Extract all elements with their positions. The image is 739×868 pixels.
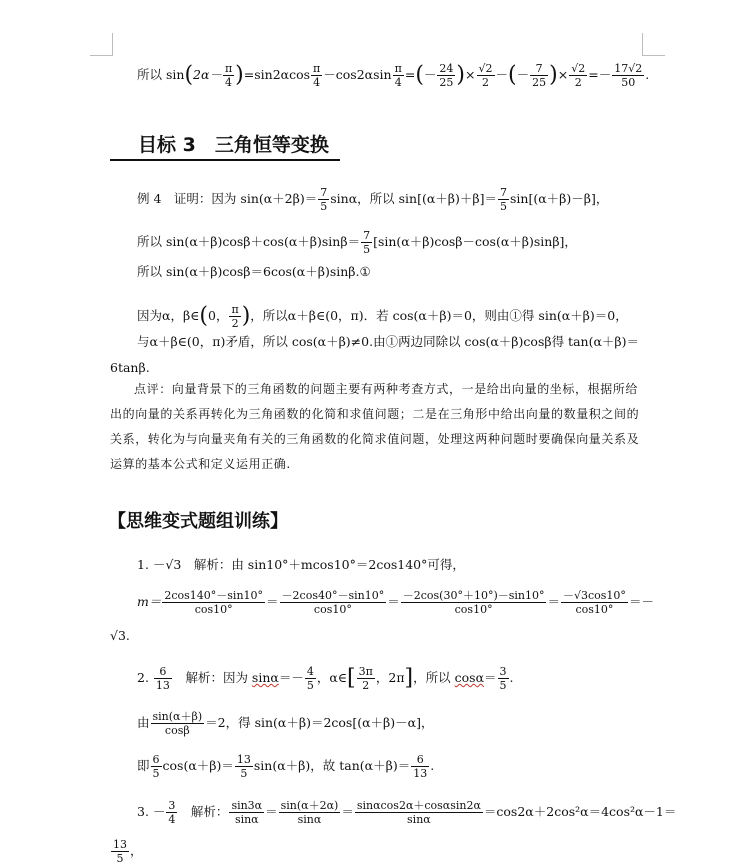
fraction: $\frac{7}{25}$ [532,62,547,89]
text: 所以 sin [137,67,185,82]
fraction: $\frac{√2}{2}$ [478,62,493,89]
fraction: $\frac{17√2}{50}$ [614,62,643,89]
text: =sin2αcos [243,67,311,82]
example4-line-3: 所以 sin(α＋β)cosβ＝6cos(α＋β)sinβ.① [137,264,371,279]
example4-line-4: 因为α，β∈(0， $\frac{\pi}{2}$ )，所以α＋β∈(0，π)．若 cos(α＋β)＝0，则由①得 sin(α＋β)＝0， [137,303,628,330]
q2-line-1: 2. $\frac{6}{13}$ 解析：因为 sinα＝－ $\frac{4}{5}$ ，α∈[ $\frac{3\pi}{2}$ ，2π]，所以 cosα＝ $\frac{3}{5}$ . [137,665,514,692]
text: 2α－ [193,67,222,82]
crop-mark-top-right [642,33,665,56]
q3-line-2: $\frac{13}{5}$ ， [113,838,143,865]
q2-line-3: 即 $\frac{6}{5}$ cos(α＋β)＝ $\frac{13}{5}$ sin(α＋β)，故 tan(α＋β)＝ $\frac{6}{13}$ . [137,753,435,780]
comment-paragraph: 点评：向量背景下的三角函数的问题主要有两种考查方式，一是给出向量的坐标，根据所给出的向量的关系再转化为三角函数的化简和求值问题；二是在三角形中给出向量的数量积之间的关系，转化为与向量夹角有关的三角函数的化简求值问题，处理这两种问题时要确保向量关系及运算的基本公式和定义运用正确. [110,382,640,471]
example4-line-6: 6tanβ. [110,360,150,375]
fraction: $\frac{24}{25}$ [439,62,454,89]
text: －cos2αsin [323,67,392,82]
q1-line-2: m＝ $\frac{2\cos 140^\circ-\sin 10^\circ}{\cos 10^\circ}$ ＝ $\frac{-2\cos 40^\circ-\sin 10^\circ}{\cos 10^\circ}$ ＝ $\frac{-2\cos(30^\circ+10^\circ)-\sin 10^\circ}{\cos 10^\circ}$ ＝ $\frac{-√3\cos 10^\circ}{\cos 10^\circ}$ ＝－ [137,589,654,616]
formula-line-1: 所以 sin(2α－ $\frac{\pi}{4}$ )=sin2αcos $\frac{\pi}{4}$ －cos2αsin $\frac{\pi}{4}$ =(－ $\frac{24}{25}$ )× $\frac{√2}{2}$ －(－ $\frac{7}{25}$ )× $\frac{√2}{2}$ =－ $\frac{17√2}{50}$ . [137,62,650,89]
crop-mark-top-left [90,33,113,56]
q3-line-1: 3. － $\frac{3}{4}$ 解析： $\frac{\sin 3\alpha}{\sin\alpha}$ ＝ $\frac{\sin(\alpha+2\alpha)}{\sin\alpha}$ ＝ $\frac{\sin\alpha\cos 2\alpha+\cos\alpha\sin 2\alpha}{\sin\alpha}$ ＝cos2α＋2cos²α＝4cos²α－1＝ [137,799,677,826]
example4-line-2: 所以 sin(α＋β)cosβ＋cos(α＋β)sinβ＝ $\frac{7}{5}$ [sin(α＋β)cosβ－cos(α＋β)sinβ]， [137,229,577,256]
section-title: 目标 3 三角恒等变换 [110,130,340,161]
q1-line-3: √3. [110,628,130,643]
q1-line-1: 1. －√3 解析：由 sin10°＋mcos10°＝2cos140°可得， [137,557,465,572]
fraction: $\frac{\pi}{4}$ [313,62,321,89]
q2-line-2: 由 $\frac{\sin(\alpha+\beta)}{\cos\beta}$ ＝2，得 sin(α＋β)＝2cos[(α＋β)－α]， [137,710,434,737]
training-heading: 【思维变式题组训练】 [108,511,288,532]
fraction: $\frac{\pi}{4}$ [224,62,233,89]
fraction: $\frac{\pi}{4}$ [394,62,402,89]
example4-line-1: 例 4 证明：因为 sin(α＋2β)＝ $\frac{7}{5}$ sinα，所以 sin[(α＋β)＋β]＝ $\frac{7}{5}$ sin[(α＋β)－β]， [137,186,609,213]
fraction: $\frac{√2}{2}$ [571,62,586,89]
example4-line-5: 与α＋β∈(0，π)矛盾，所以 cos(α＋β)≠0.由①两边同除以 cos(α＋β)cosβ得 tan(α＋β)＝ [137,334,640,349]
